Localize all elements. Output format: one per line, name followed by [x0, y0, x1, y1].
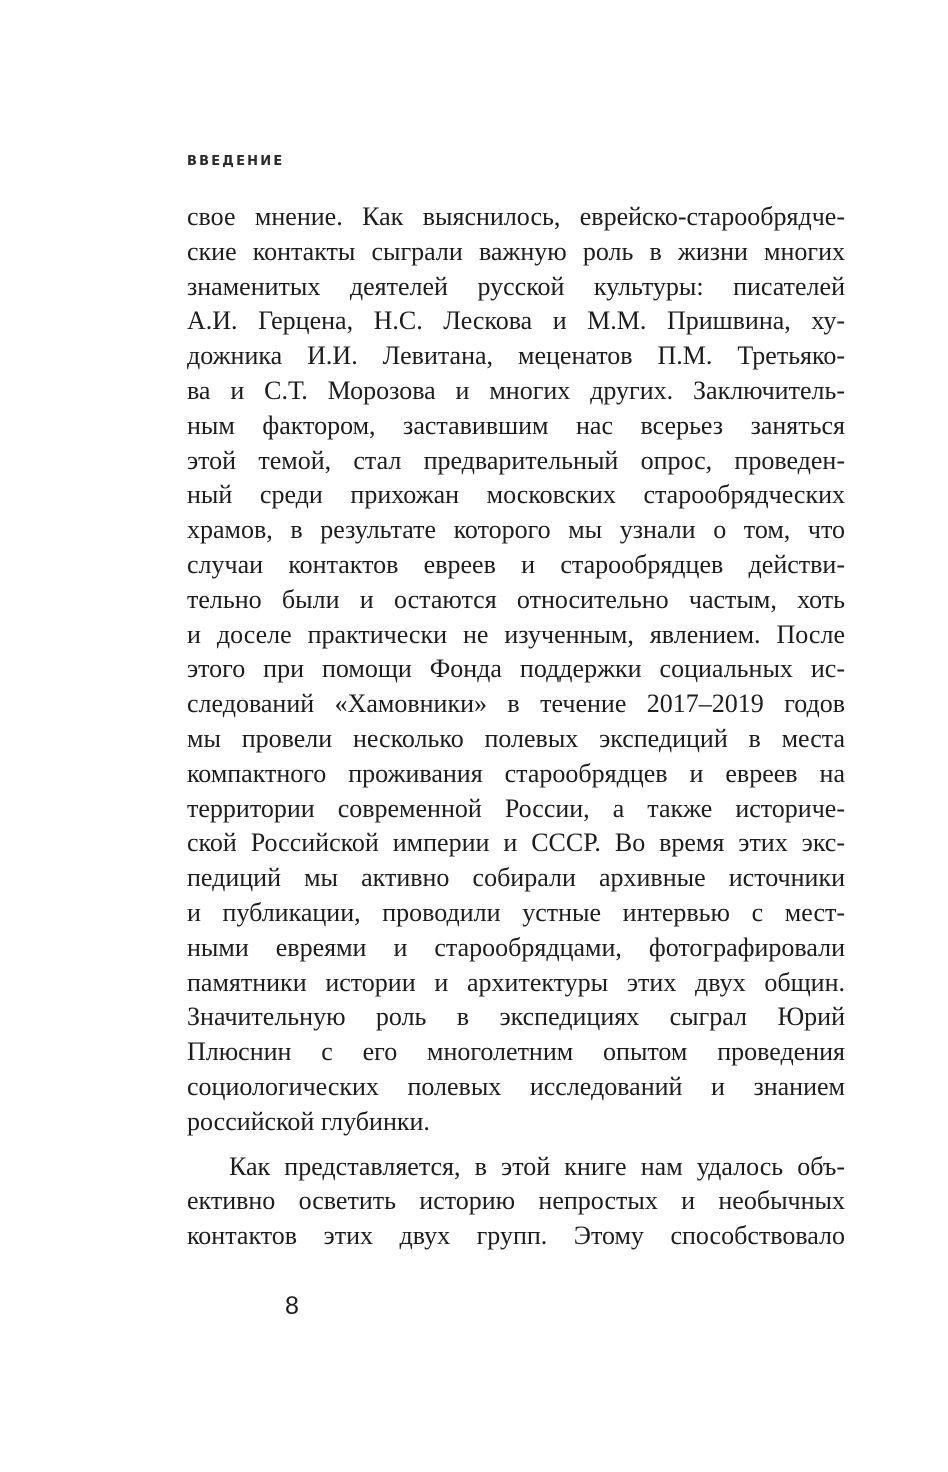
text-line: и доселе практически не изученным, явлением. После — [187, 619, 845, 649]
text-line: знаменитых деятелей русской культуры: писателей — [187, 271, 845, 301]
text-line: тельно были и остаются относительно частым, хоть — [187, 584, 845, 614]
text-line: мы провели несколько полевых экспедиций в места — [187, 723, 845, 753]
text-line: следований «Хамовники» в течение 2017–2019 годов — [187, 689, 845, 719]
paragraph-gap — [187, 1140, 845, 1150]
text-line: ва и С.Т. Морозова и многих других. Заключитель- — [187, 375, 845, 405]
text-line: Как представляется, в этой книге нам удалось объ- — [229, 1151, 845, 1181]
paragraph-1 — [187, 200, 845, 1140]
running-head: ВВЕДЕНИЕ — [187, 154, 285, 169]
paragraph-2 — [187, 1150, 845, 1254]
text-line: и публикации, проводили устные интервью с мест- — [187, 897, 845, 927]
text-line: А.И. Герцена, Н.С. Лескова и М.М. Пришвина, ху- — [187, 306, 845, 336]
text-line: контактов этих двух групп. Этому способствовало — [187, 1221, 845, 1251]
text-line: дожника И.И. Левитана, меценатов П.М. Третьяко- — [187, 341, 845, 371]
text-line: ективно осветить историю непростых и необычных — [187, 1186, 845, 1216]
text-line: педиций мы активно собирали архивные источники — [187, 863, 845, 893]
text-line: случаи контактов евреев и старообрядцев действи- — [187, 549, 845, 579]
text-line: этой темой, стал предварительный опрос, проведен- — [187, 445, 845, 475]
text-line: Значительную роль в экспедициях сыграл Юрий — [187, 1002, 845, 1032]
text-line: компактного проживания старообрядцев и евреев на — [187, 758, 845, 788]
text-line: ские контакты сыграли важную роль в жизни многих — [187, 236, 845, 266]
text-line: территории современной России, а также историче- — [187, 793, 845, 823]
text-line: Плюснин с его многолетним опытом проведения — [187, 1037, 845, 1067]
text-line: ный среди прихожан московских старообрядческих — [187, 480, 845, 510]
text-line: этого при помощи Фонда поддержки социальных ис- — [187, 654, 845, 684]
text-line: памятники истории и архитектуры этих двух общин. — [187, 967, 845, 997]
text-line: российской глубинки. — [187, 1106, 430, 1136]
text-line: храмов, в результате которого мы узнали о том, что — [187, 515, 845, 545]
text-line: ской Российской империи и СССР. Во время этих экс- — [187, 828, 845, 858]
text-line: свое мнение. Как выяснилось, еврейско-старообрядче- — [187, 202, 845, 231]
text-line: ными евреями и старообрядцами, фотографировали — [187, 932, 845, 962]
text-line: ным фактором, заставившим нас всерьез заняться — [187, 410, 845, 440]
page-number: 8 — [285, 1292, 299, 1320]
body-text — [187, 200, 845, 1254]
text-line: социологических полевых исследований и знанием — [187, 1071, 845, 1101]
